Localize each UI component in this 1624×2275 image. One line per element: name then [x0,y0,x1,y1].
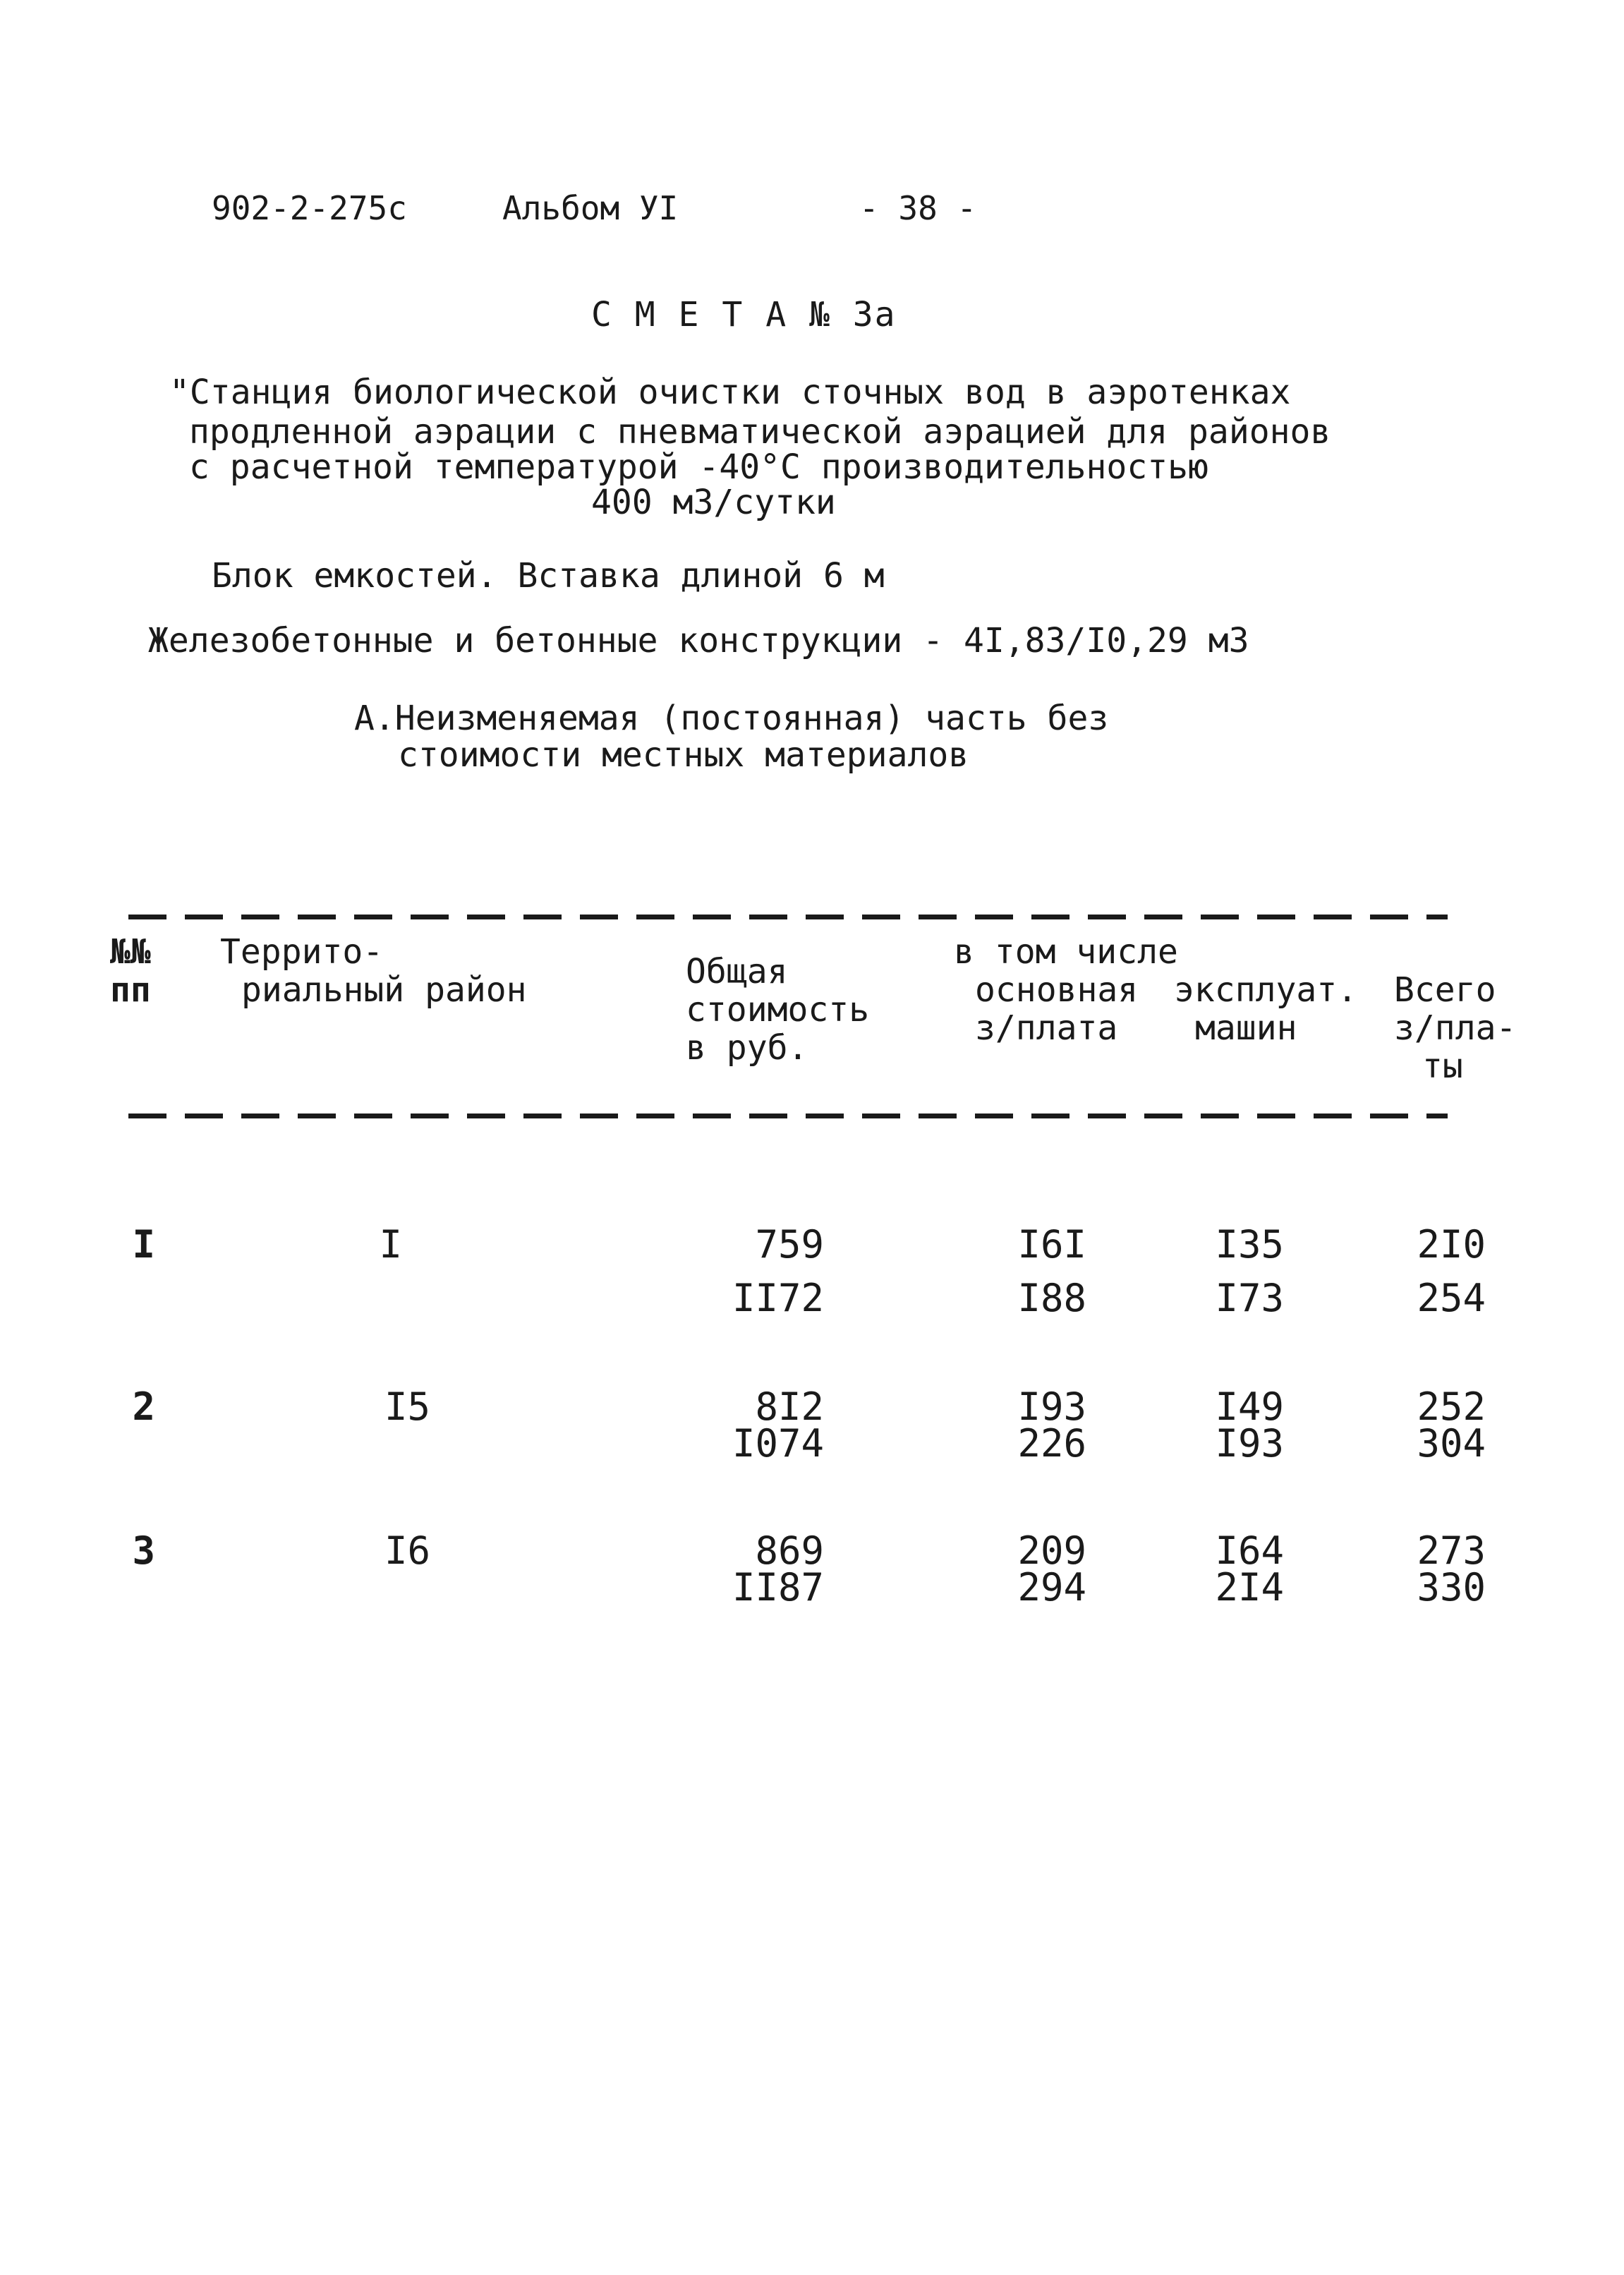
row-district: I [379,1222,402,1267]
header-district: Террито- риальный район [220,932,527,1010]
row-total-2: II87 [732,1565,824,1610]
row-all-salary-1: 2I0 [1417,1222,1486,1267]
row-number: 2 [132,1384,155,1429]
row-machines-2: I73 [1215,1276,1284,1320]
table-top-rule [128,915,1448,919]
subtitle-line-3: с расчетной температурой -40°С производительностью [189,447,1208,487]
row-salary-1: I6I [1017,1222,1086,1267]
header-total: Общая стоимость в руб. [686,952,870,1068]
row-total-1: 8I2 [755,1384,824,1429]
header-machines: эксплуат. машин [1174,970,1358,1048]
row-salary-2: 226 [1017,1421,1086,1466]
subtitle-line-2: продленной аэрации с пневматической аэрацией для районов [189,412,1331,452]
row-number: 3 [132,1528,155,1573]
header-num: №№ пп [110,932,151,1010]
row-salary-2: 294 [1017,1565,1086,1610]
header-including: в том числе [954,932,1178,972]
row-machines-1: I49 [1215,1384,1284,1429]
part-line-2: стоимости местных материалов [398,735,969,775]
construction-line: Железобетонные и бетонные конструкции - 4I,83/I0,29 м3 [148,621,1249,660]
row-salary-1: I93 [1017,1384,1086,1429]
row-total-2: II72 [732,1276,824,1320]
row-machines-1: I64 [1215,1528,1284,1573]
part-line-1: А.Неизменяемая (постоянная) часть без [354,699,1109,738]
table-header-rule [128,1114,1448,1118]
header-salary: основная з/плата [975,970,1139,1048]
block-line: Блок емкостей. Вставка длиной 6 м [212,556,885,596]
subtitle-line-1: "Станция биологической очистки сточных вод в аэротенках [169,373,1291,412]
row-salary-1: 209 [1017,1528,1086,1573]
header-all-salary: Всего з/пла- ты [1394,970,1517,1086]
row-number: I [132,1222,155,1267]
row-all-salary-1: 252 [1417,1384,1486,1429]
row-all-salary-2: 254 [1417,1276,1486,1320]
row-total-2: I074 [732,1421,824,1466]
row-all-salary-2: 330 [1417,1565,1486,1610]
row-machines-2: 2I4 [1215,1565,1284,1610]
row-machines-1: I35 [1215,1222,1284,1267]
row-total-1: 869 [755,1528,824,1573]
album-label: Альбом УI [502,189,679,227]
row-all-salary-2: 304 [1417,1421,1486,1466]
estimate-title: С М Е Т А № 3а [591,295,897,334]
row-district: I6 [384,1528,430,1573]
document-code: 902-2-275с [212,189,407,227]
row-salary-2: I88 [1017,1276,1086,1320]
page-number: - 38 - [859,189,977,227]
row-district: I5 [384,1384,430,1429]
row-all-salary-1: 273 [1417,1528,1486,1573]
row-machines-2: I93 [1215,1421,1284,1466]
subtitle-line-4: 400 м3/сутки [591,483,836,522]
row-total-1: 759 [755,1222,824,1267]
